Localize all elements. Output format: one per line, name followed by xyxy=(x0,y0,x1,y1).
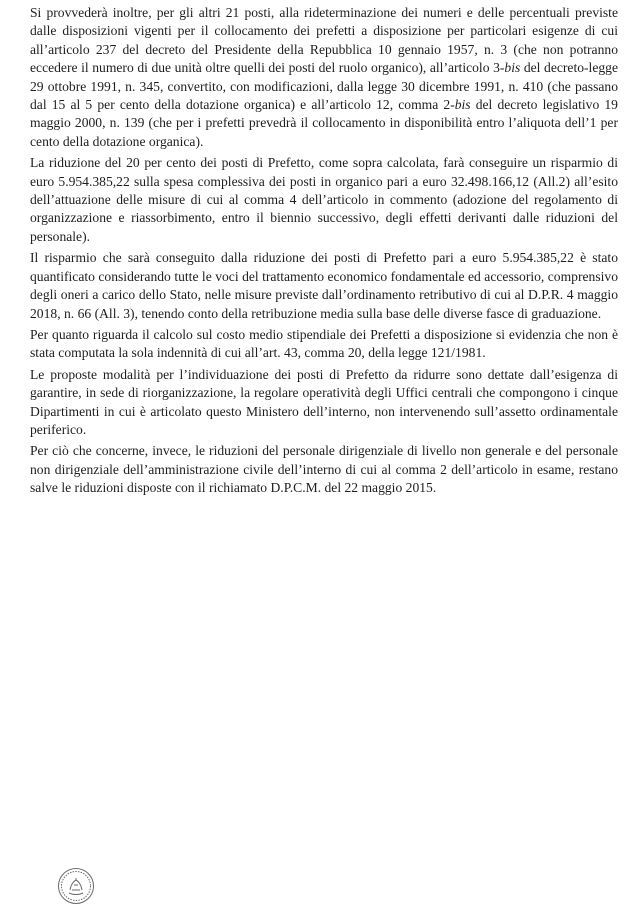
paragraph-collocamento-disposizione xyxy=(30,4,618,151)
text-run: La riduzione del 20 per cento dei posti di Prefetto, come sopra calcolata, farà conseguire un risparmio di euro 5.954.385,22 sulla spesa complessiva dei posti in organico pari a euro 32.498.166,12 (All.2) all’esito dell’attuazione delle misure di cui al comma 4 dell’articolo in commento (adozione del regolamento di organizzazione e riassorbimento, entro il biennio successivo, degli effetti derivanti dalle riduzioni del personale). xyxy=(30,155,618,244)
text-run: Il risparmio che sarà conseguito dalla riduzione dei posti di Prefetto pari a euro 5.954.385,22 è stato quantificato considerando tutte le voci del trattamento economico fondamentale ed accessorio, comprensivo degli oneri a carico dello Stato, nelle misure previste dall’ordinamento retributivo di cui al D.P.R. 4 maggio 2018, n. 66 (All. 3), tenendo conto della retribuzione media sulla base delle diverse fasce di graduazione. xyxy=(30,250,618,321)
paragraph-costo-medio xyxy=(30,326,618,363)
text-run: del decreto legislativo 19 maggio 2000, n. 139 (che per i prefetti prevedrà il collocamento in disponibilità entro l’aliquota dell’1 per cento della dotazione organica). xyxy=(30,97,618,149)
text-run: Le proposte modalità per l’individuazione dei posti di Prefetto da ridurre sono dettate dall’esigenza di garantire, in sede di riorganizzazione, la regolare operatività degli Uffici centrali che compongono i cinque Dipartimenti in cui è articolato questo Ministero dell’interno, non intervenendo sull’assetto ordinamentale periferico. xyxy=(30,366,618,437)
document-body xyxy=(30,4,618,501)
text-run: del decreto-legge 29 ottobre 1991, n. 345, convertito, con modificazioni, dalla legge 30 dicembre 1991, n. 410 (che passano dal 15 al 5 per cento della dotazione organica) e all’articolo 12, comma 2- xyxy=(30,60,618,113)
text-run-italic: bis xyxy=(504,60,521,76)
official-seal-stamp-icon xyxy=(56,866,96,906)
text-run: Per quanto riguarda il calcolo sul costo medio stipendiale dei Prefetti a disposizione si evidenzia che non è stata computata la sola indennità di cui all’art. 43, comma 20, della legge 121/1981. xyxy=(30,326,618,361)
paragraph-riduzione-prefetti xyxy=(30,154,618,246)
paragraph-personale-dirigenziale xyxy=(30,442,618,497)
text-run: Per ciò che concerne, invece, le riduzioni del personale dirigenziale di livello non generale e del personale non dirigenziale dell’amministrazione civile dell’interno di cui al comma 2 dell’articolo in esame, restano salve le riduzioni disposte con il richiamato D.P.C.M. del 22 maggio 2015. xyxy=(30,443,618,496)
text-run: Si provvederà inoltre, per gli altri 21 posti, alla rideterminazione dei numeri e delle percentuali previste dalle disposizioni vigenti per il collocamento dei prefetti a disposizione per particolari esigenze di cui all’articolo 237 del decreto del Presidente della Repubblica 10 gennaio 1957, n. 3 (che non potranno eccedere il numero di due unità oltre quelli dei posti del ruolo organico), all’articolo 3- xyxy=(30,5,618,76)
text-run-italic: bis xyxy=(454,97,471,113)
paragraph-modalita-individuazione xyxy=(30,366,618,440)
paragraph-risparmio xyxy=(30,249,618,323)
